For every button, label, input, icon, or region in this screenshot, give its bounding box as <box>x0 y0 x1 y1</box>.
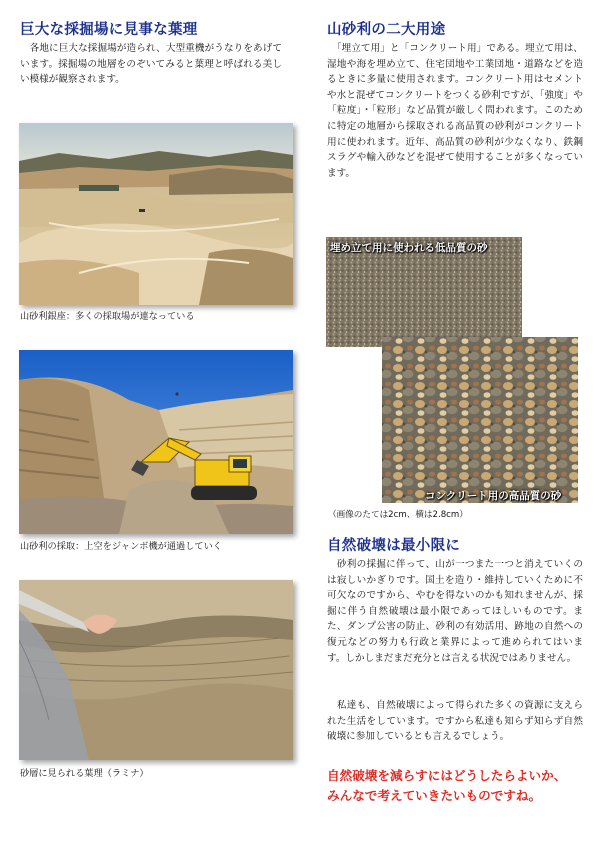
sand-comparison-photo <box>326 237 578 503</box>
section1-body: 各地に巨大な採掘場が造られ、大型重機がうなりをあげています。採掘場の地層をのぞいてみると葉理と呼ばれる美しい模様が観察されます。 <box>20 43 282 86</box>
photo3-caption: 砂層に見られる葉理（ラミナ） <box>20 768 149 779</box>
closing-line2: みんなで考えていきたいものですね。 <box>327 788 542 803</box>
photo1-caption: 山砂利銀座：多くの採取場が連なっている <box>20 311 195 322</box>
section3-body1: 砂利の採掘に伴って、山が一つまた一つと消えていくのは寂しいかぎりです。国土を造り・維持していくために不可欠なのですから、やむを得ないのかも知れませんが、採掘に伴う自然破壊は最小限であってほしいものです。また、ダンプ公害の防止、砂利の有効活用、跡地の自然への復元などの努力も行政と業界によって進められてはいます。しかしまだまだ充分とは言える状況ではありません。 <box>327 559 583 664</box>
low-quality-sand-label: 埋め立て用に使われる低品質の砂 <box>330 242 488 254</box>
sand-photo-caption: （画像のたては2cm、横は2.8cm） <box>328 510 468 520</box>
photo2-caption: 山砂利の採取：上空をジャンボ機が通過していく <box>20 541 222 552</box>
high-quality-sand-label: コンクリート用の高品質の砂 <box>425 490 562 502</box>
quarry-landscape-photo <box>19 123 293 305</box>
section1-title: 巨大な採掘場に見事な葉理 <box>20 22 198 38</box>
section2-body: 「埋立て用」と「コンクリート用」である。埋立て用は、湿地や海を埋め立て、住宅団地や工業団地・道路などを造るときに多量に使用されます。コンクリート用はセメントや水と混ぜてコンクリートをつくる砂利ですが、「強度」や「粒度」・「粒形」など品質が厳しく問われます。このために特定の地層から採取される高品質の砂利がコンクリート用に使われます。近年、高品質の砂利が少なくなり、鉄鋼スラグや輸入砂などを混ぜて使用することが多くなっています。 <box>327 43 583 179</box>
lamina-sand-photo <box>19 580 293 760</box>
closing-line1: 自然破壊を減らすにはどうしたらよいか、 <box>327 768 567 783</box>
section3-title: 自然破壊は最小限に <box>327 538 461 554</box>
section2-title: 山砂利の二大用途 <box>327 22 446 38</box>
section3-body2: 私達も、自然破壊によって得られた多くの資源に支えられた生活をしています。ですから私達も知らず知らず自然破壊に参加しているとも言えるでしょう。 <box>327 700 583 743</box>
excavator-photo <box>19 350 293 534</box>
